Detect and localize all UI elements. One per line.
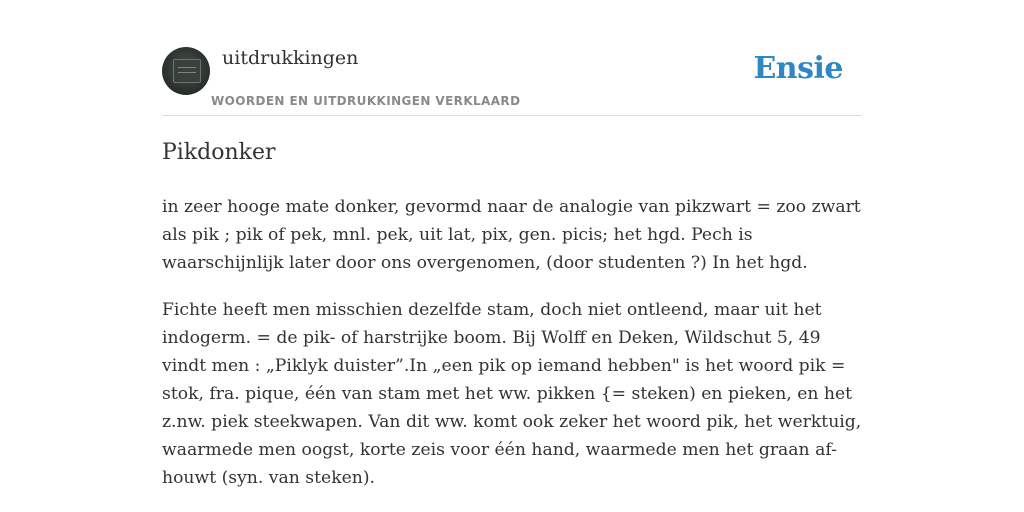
article-paragraph: in zeer hooge mate donker, gevormd naar de analogie van pikzwart = zoo zwart als pik ; pik of pek, mnl. pek, uit lat, pix, gen. picis; het hgd. Pech is waarschijnlijk later door ons overgenomen, (door studenten ?) In het hgd. — [162, 197, 861, 273]
brand-logo[interactable]: Ensie — [753, 51, 843, 86]
site-avatar[interactable] — [162, 47, 210, 95]
article-body — [162, 193, 862, 511]
article-paragraph: Fichte heeft men misschien dezelfde stam, doch niet ontleend, maar uit het indogerm. = de pik- of harstrijke boom. Bij Wolff en Deken, Wildschut 5, 49 vindt men : „Piklyk duister”.In „een pik op iemand hebben" is het woord pik = stok, fra. pique, één van stam met het ww. pikken {= steken) en pieken, en het z.nw. piek steekwapen. Van dit ww. komt ook zeker het woord pik, het werktuig, waarmede men oogst, korte zeis voor één hand, waarmede men het graan af-houwt (syn. van steken). — [162, 300, 862, 488]
page-content — [162, 0, 862, 488]
page-title: Pikdonker — [162, 140, 276, 165]
site-subtitle: WOORDEN EN UITDRUKKINGEN VERKLAARD — [211, 94, 521, 108]
site-name[interactable]: uitdrukkingen — [222, 47, 359, 69]
book-icon — [173, 59, 201, 83]
site-header — [162, 0, 862, 116]
